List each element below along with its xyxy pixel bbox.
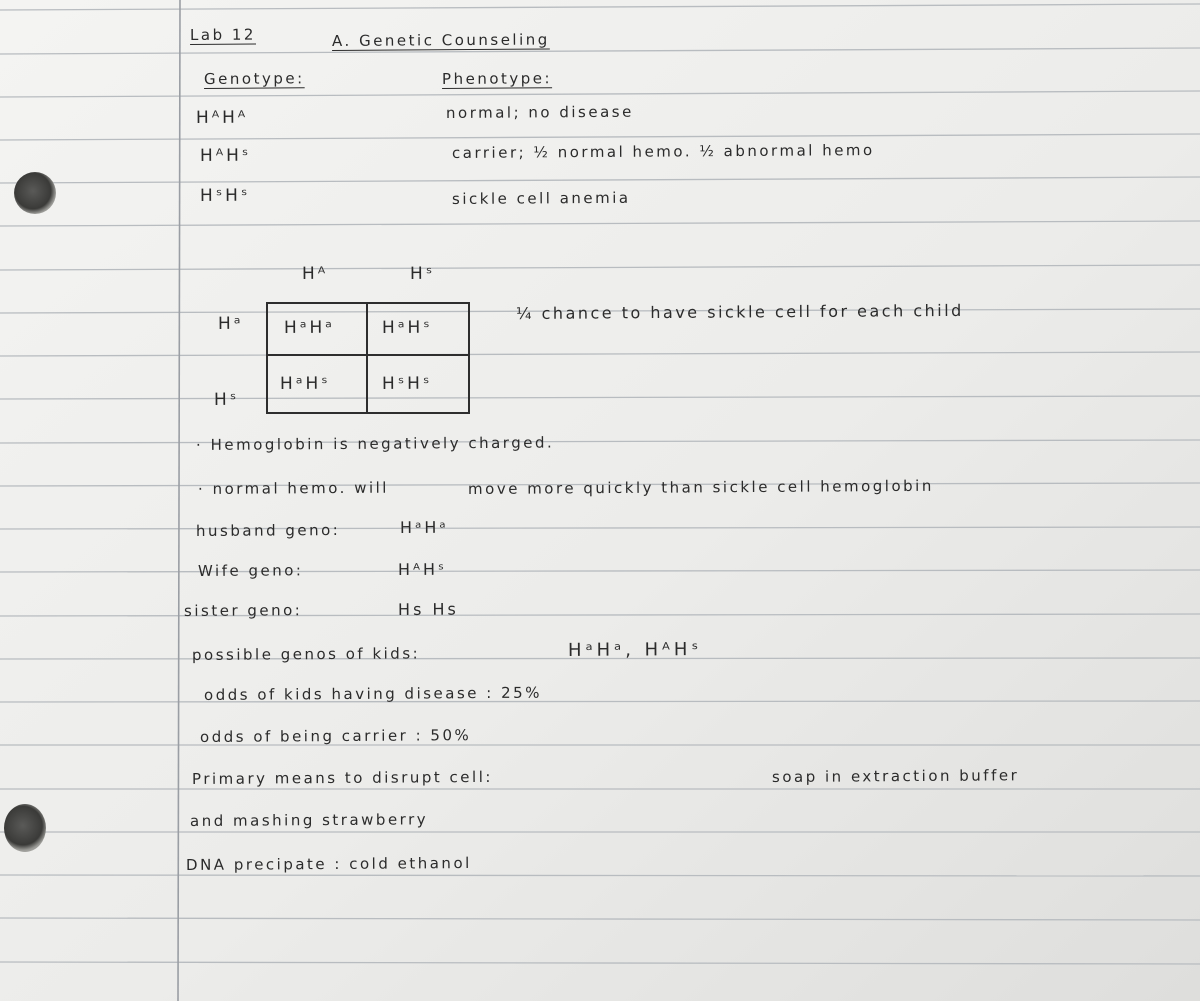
punnett-col-header-1: Hᴬ bbox=[301, 263, 329, 284]
primary-means: Primary means to disrupt cell: bbox=[191, 767, 493, 788]
punch-hole-bottom bbox=[4, 804, 46, 852]
mashing-strawberry: and mashing strawberry bbox=[189, 810, 429, 830]
note-normal-hemo: · normal hemo. will bbox=[197, 478, 389, 498]
phenotype-row-1: normal; no disease bbox=[445, 102, 634, 122]
husband-geno-label: husband geno: bbox=[195, 520, 341, 540]
section-title: A. Genetic Counseling bbox=[331, 30, 550, 50]
phenotype-row-2: carrier; ½ normal hemo. ½ abnormal hemo bbox=[451, 141, 875, 162]
punnett-row-header-1: Hᵃ bbox=[217, 313, 244, 334]
punnett-cell: HˢHˢ bbox=[381, 373, 433, 394]
note-move-quickly: move more quickly than sickle cell hemoglobin bbox=[467, 476, 934, 498]
punnett-cell: HᵃHˢ bbox=[381, 317, 433, 338]
punnett-col-header-2: Hˢ bbox=[409, 263, 436, 284]
odds-carrier: odds of being carrier : 50% bbox=[199, 726, 472, 746]
possible-genos-value: HᵃHᵃ, HᴬHˢ bbox=[567, 639, 703, 661]
punnett-cell: HᵃHˢ bbox=[279, 373, 331, 394]
primary-means-answer: soap in extraction buffer bbox=[771, 766, 1020, 786]
sister-geno-value: Hs Hs bbox=[397, 599, 459, 619]
odds-disease: odds of kids having disease : 25% bbox=[203, 683, 542, 704]
genotype-row-1: HᴬHᴬ bbox=[195, 107, 249, 128]
wife-geno-value: HᴬHˢ bbox=[397, 559, 447, 579]
punch-hole-top bbox=[14, 172, 56, 214]
phenotype-row-3: sickle cell anemia bbox=[451, 188, 631, 208]
punnett-row-header-2: Hˢ bbox=[213, 389, 240, 410]
genotype-row-2: HᴬHˢ bbox=[199, 145, 252, 166]
punnett-note: ¼ chance to have sickle cell for each child bbox=[515, 300, 964, 323]
punnett-divider-vertical bbox=[366, 304, 368, 412]
punnett-cell: HᵃHᵃ bbox=[283, 317, 335, 338]
genotype-row-3: HˢHˢ bbox=[199, 185, 251, 206]
dna-precipitate: DNA precipate : cold ethanol bbox=[185, 854, 472, 874]
note-hemoglobin-charge: · Hemoglobin is negatively charged. bbox=[195, 433, 555, 454]
genotype-label: Genotype: bbox=[203, 69, 305, 88]
punnett-divider-horizontal bbox=[268, 354, 468, 356]
sister-geno-label: sister geno: bbox=[183, 601, 303, 620]
phenotype-label: Phenotype: bbox=[441, 69, 553, 88]
husband-geno-value: HᵃHᵃ bbox=[399, 517, 449, 537]
lab-number: Lab 12 bbox=[189, 25, 256, 44]
wife-geno-label: Wife geno: bbox=[197, 561, 304, 580]
possible-genos-label: possible genos of kids: bbox=[191, 644, 421, 664]
